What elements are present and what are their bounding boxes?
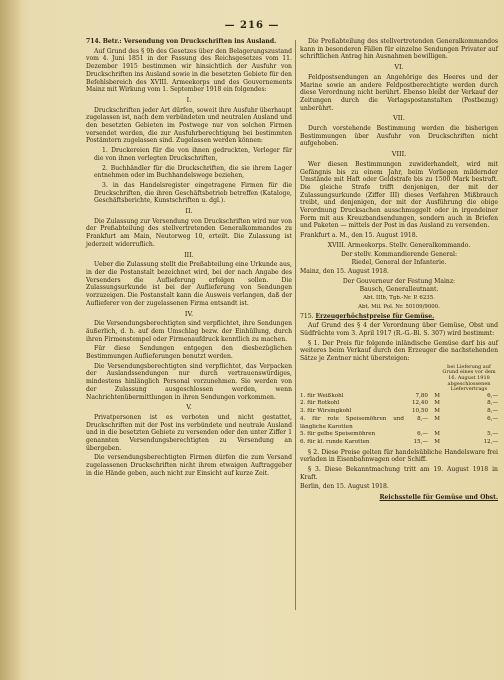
section-2-text: Die Zulassung zur Versendung von Druckschriften wird nur von der Preßabteilung des stellvertretenden Generalkommandos zu Frankfurt am Main, Neutorweg 10, erteilt. Die Zulassung ist jederzeit widerruflich. [86,217,292,248]
section-5-text: Privatpersonen ist es verboten und nicht gestattet, Druckschriften mit der Post ins verbündete und neutrale Ausland und in die besetzten Gebiete zu versenden oder den unter Ziffer 1 genannten Versendungsberechtigten zu Versendung an übergeben. [86,413,292,452]
ordinance-2-heading [300,313,498,321]
price-item: 3. für Wirsingkohl [300,408,352,415]
price-value: 12,40 [411,400,428,407]
table-row [300,416,498,431]
section-1-text: Druckschriften jeder Art dürfen, soweit ihre Ausfuhr überhaupt zugelassen ist, nach dem verbündeten und neutralen Ausland und den besetzten Gebieten im Postwege nur von solchen Firmen versendet werden, die zur Ausfuhrberechtigung bei bestimmten Postämtern zugelassen sind. Zugelassen werden können: [86,106,292,145]
ordinance-2-intro: Auf Grund des § 4 der Verordnung über Gemüse, Obst und Südfrüchte vom 3. April 1917 (R.-G.-Bl. S. 307) wird bestimmt: [300,322,498,337]
paragraph-1: § 1. Der Preis für folgende inländische Gemüse darf bis auf weiteres beim Verkauf durch den Erzeuger die nachstehenden Sätze je Zentner nicht übersteigen: [300,339,498,363]
price-item: 4. für rote Speisemöhren und längliche Karotten [300,415,404,430]
table-row [300,393,498,401]
reference-number: Abt. Mil. Pol. Nr. 50109/9000. [358,303,440,310]
price-value: 15,— [413,438,428,445]
table-row [300,431,498,439]
signature-role: Der stellv. Kommandierende General: [340,250,458,258]
section-4-text: Für diese Sendungen entgegen den diesbezüglichen Bestimmungen Auflieferungen benutzt werden. [86,345,292,361]
price-item: 5. für gelbe Speisemöhren [300,431,376,438]
paragraph-2: § 2. Diese Preise gelten für handelsübliche Handelsware frei verladen in Eisenbahnwagen oder Schiff. [300,448,498,464]
column-divider [295,40,296,610]
section-1-item: 3. in das Handelsregister eingetragene Firmen für die Druckschriften, die ihren Geschäftsbetrieb betreffen (Kataloge, Geschäftsberichte, Kunstschriften u. dgl.). [94,181,292,205]
section-1-item: 1. Druckereien für die von ihnen gedruckten, Verleger für die von ihnen verlegten Druckschriften, [94,147,292,162]
issuer: Reichsstelle für Gemüse und Obst. [379,494,498,502]
place-date: Berlin, den 15. August 1918. [300,483,389,491]
section-6-text: Feldpostsendungen an Angehörige des Heeres und der Marine sowie an andere Feldpostberechtigte werden durch diese Verordnung nicht berührt. Ebenso bleibt der Verkauf der Zeitungen durch die Verlagspostanstalten (Postbezug) unberührt. [300,73,498,112]
table-row [300,400,498,408]
ordinance-2-number: 715. [300,312,314,320]
price-unit: M [434,438,440,445]
section-3-text: Ueber die Zulassung stellt die Preßabteilung eine Urkunde aus, in der die Postanstalt bezeichnet wird, bei der nach Angabe des Versenders die Auflieferung erfolgen sollen. Die Zulassungsurkunde ist bei der Auflieferung von Sendungen vorzuzeigen. Die Postanstalt kann die Ausweis verlangen, daß der Auflieferer von der zugelassenen Firma entsandt ist. [86,261,292,307]
price-unit: M [434,431,440,438]
signature-organisation: Der Gouverneur der Festung Mainz: [342,277,456,285]
ordinance-title [86,38,292,46]
right-column [300,38,498,502]
price-table [300,365,498,447]
section-5-text: Die versendungsberechtigten Firmen dürfen die zum Versand zugelassenen Druckschriften nicht ihrem etwaigen Auftraggeber in die Hände geben, auch nicht zur Einsicht auf kurze Zeit. [86,454,292,477]
price-value: 10,50 [411,408,428,415]
section-3-number: III. [184,250,194,259]
left-column [86,38,292,480]
signature-organisation: XVIII. Armeekorps. Stellv. Generalkommando. [327,241,471,249]
price-item: 1. für Weißkohl [300,392,344,399]
section-4-number: IV. [184,309,194,318]
price-table-header [300,365,498,393]
ordinance-number: 714. [86,38,101,45]
reference-number: Abt. IIIb, Tgb.-Nr. P. 6235. [363,295,435,302]
section-1-number: I. [186,95,192,104]
section-8-number: VIII. [391,150,407,159]
price-value: 6,— [417,431,428,438]
section-5-number: V. [186,403,192,412]
signature-name: Riedel, General der Infanterie. [351,259,447,267]
ordinance-intro: Auf Grund des § 9b des Gesetzes über den Belagerungszustand vom 4. Juni 1851 in der Fassung des Reichsgesetzes vom 11. Dezember 1915 bestimmen wir hinsichtlich der Ausfuhr von Druckschriften ins Ausland sowie in die besetzten Gebiete für den Befehlsbereich des XVIII. Armeekorps und des Gouvernements Mainz mit Wirkung vom 1. September 1918 ein folgendes: [86,47,292,94]
price-unit: M [434,400,440,407]
price-contract-value: 8,— [487,400,498,407]
ordinance-2-title: Erzeugerhöchstpreise für Gemüse. [315,312,435,320]
section-4-text: Die Versendungsberechtigten sind verpflichtet, ihre Sendungen äußerlich, d. h. auf dem Umschlag bezw. der Einhüllung, durch ihren Firmenstempel oder Firmenaufdruck kenntlich zu machen. [86,320,292,343]
price-unit: M [434,415,440,422]
section-5-continued: Die Preßabteilung des stellvertretenden Generalkommandos kann in besonderen Fällen für einzelne Sendungen Privater auf schriftlichen Antrag hin Ausnahmen bewilligen. [300,38,498,61]
price-contract-value: 12,— [483,438,498,445]
section-4-text: Die Versendungsberechtigten sind verpflichtet, das Verpacken der Auslandssendungen nur durch vertrauenswürdiges, mindestens hinlänglich Personal vorzunehmen. Sie werden von der Zulassung ausgeschlossen werden, wenn Nachrichtenübermittlungen in ihren Sendungen vorkommen. [86,362,292,401]
price-value: 7,80 [415,392,428,399]
price-unit: M [434,392,440,399]
binding-shadow [0,0,22,680]
section-7-text: Durch vorstehende Bestimmung werden die bisherigen Bestimmungen über Ausfuhr von Druckschriften nicht aufgehoben. [300,125,498,148]
table-row [300,408,498,416]
paragraph-3: § 3. Diese Bekanntmachung tritt am 19. August 1918 in Kraft. [300,466,498,481]
section-2-number: II. [185,207,193,216]
price-item: 6. für kl. runde Karotten [300,438,370,445]
price-item: 2. für Rotkohl [300,400,340,407]
page-number: — 216 — [224,20,280,31]
section-6-number: VI. [394,63,404,72]
section-7-number: VII. [393,114,405,123]
table-row [300,439,498,447]
price-contract-value: 5,— [487,431,498,438]
price-contract-value: 8,— [487,408,498,415]
price-contract-value: 6,— [487,415,498,422]
price-column-header: bei Lieferung auf Grund eines vor dem 16. August 1918 abgeschlossenen Liefervertrags [442,363,496,393]
price-unit: M [434,408,440,415]
price-value: 8,— [417,415,428,422]
signature-name: Bausch, Generalleutnant. [359,286,439,294]
section-1-item: 2. Buchhändler für die Druckschriften, die sie ihrem Lager entnehmen oder im Buchhandelswege beziehen, [94,164,292,180]
price-contract-value: 6,— [487,392,498,399]
ordinance-subject: Betr.: Versendung von Druckschriften ins Ausland. [102,38,277,45]
place-date: Mainz, den 15. August 1918. [300,267,389,275]
place-date: Frankfurt a. M., den 15. August 1918. [300,232,418,240]
section-8-text: Wer diesen Bestimmungen zuwiderhandelt, wird mit Gefängnis bis zu einem Jahr, beim Vorliegen mildernder Umstände mit Haft oder Geldstrafe bis zu 1500 Mark bestraft. Die gleiche Strafe trifft denjenigen, der mit der Zulassungsurkunde (Ziffer III) dieses Verfahren Mißbrauch treibt, und denjenigen, der mit der Ausführung die obige Verordnung Drucksachen ausschmuggelt oder in irgendeiner Form mit aus Kreuzbandsendungen, sondern auch in Briefen und Paketen — mittels der Post in das Ausland zu versenden. [300,160,498,230]
